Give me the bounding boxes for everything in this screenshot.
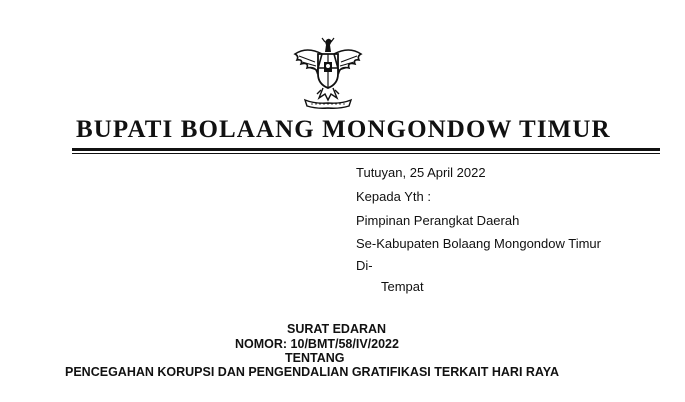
recipient-line-2: Se-Kabupaten Bolaang Mongondow Timur	[356, 236, 601, 251]
kepada-label: Kepada Yth :	[356, 189, 431, 204]
circular-type: SURAT EDARAN	[287, 322, 387, 336]
circular-tentang: TENTANG	[285, 351, 345, 365]
garuda-emblem-icon	[285, 32, 371, 112]
place-date: Tutuyan, 25 April 2022	[356, 165, 486, 180]
tempat-label: Tempat	[381, 279, 424, 294]
circular-subject: PENCEGAHAN KORUPSI DAN PENGENDALIAN GRATIFIKASI TERKAIT HARI RAYA	[65, 365, 560, 379]
letterhead-rule-thin	[72, 153, 660, 154]
circular-number: NOMOR: 10/BMT/58/IV/2022	[235, 337, 399, 351]
di-label: Di-	[356, 258, 373, 273]
letterhead-title: BUPATI BOLAANG MONGONDOW TIMUR	[76, 116, 611, 143]
letterhead-rule-thick	[72, 148, 660, 151]
recipient-line-1: Pimpinan Perangkat Daerah	[356, 213, 520, 228]
